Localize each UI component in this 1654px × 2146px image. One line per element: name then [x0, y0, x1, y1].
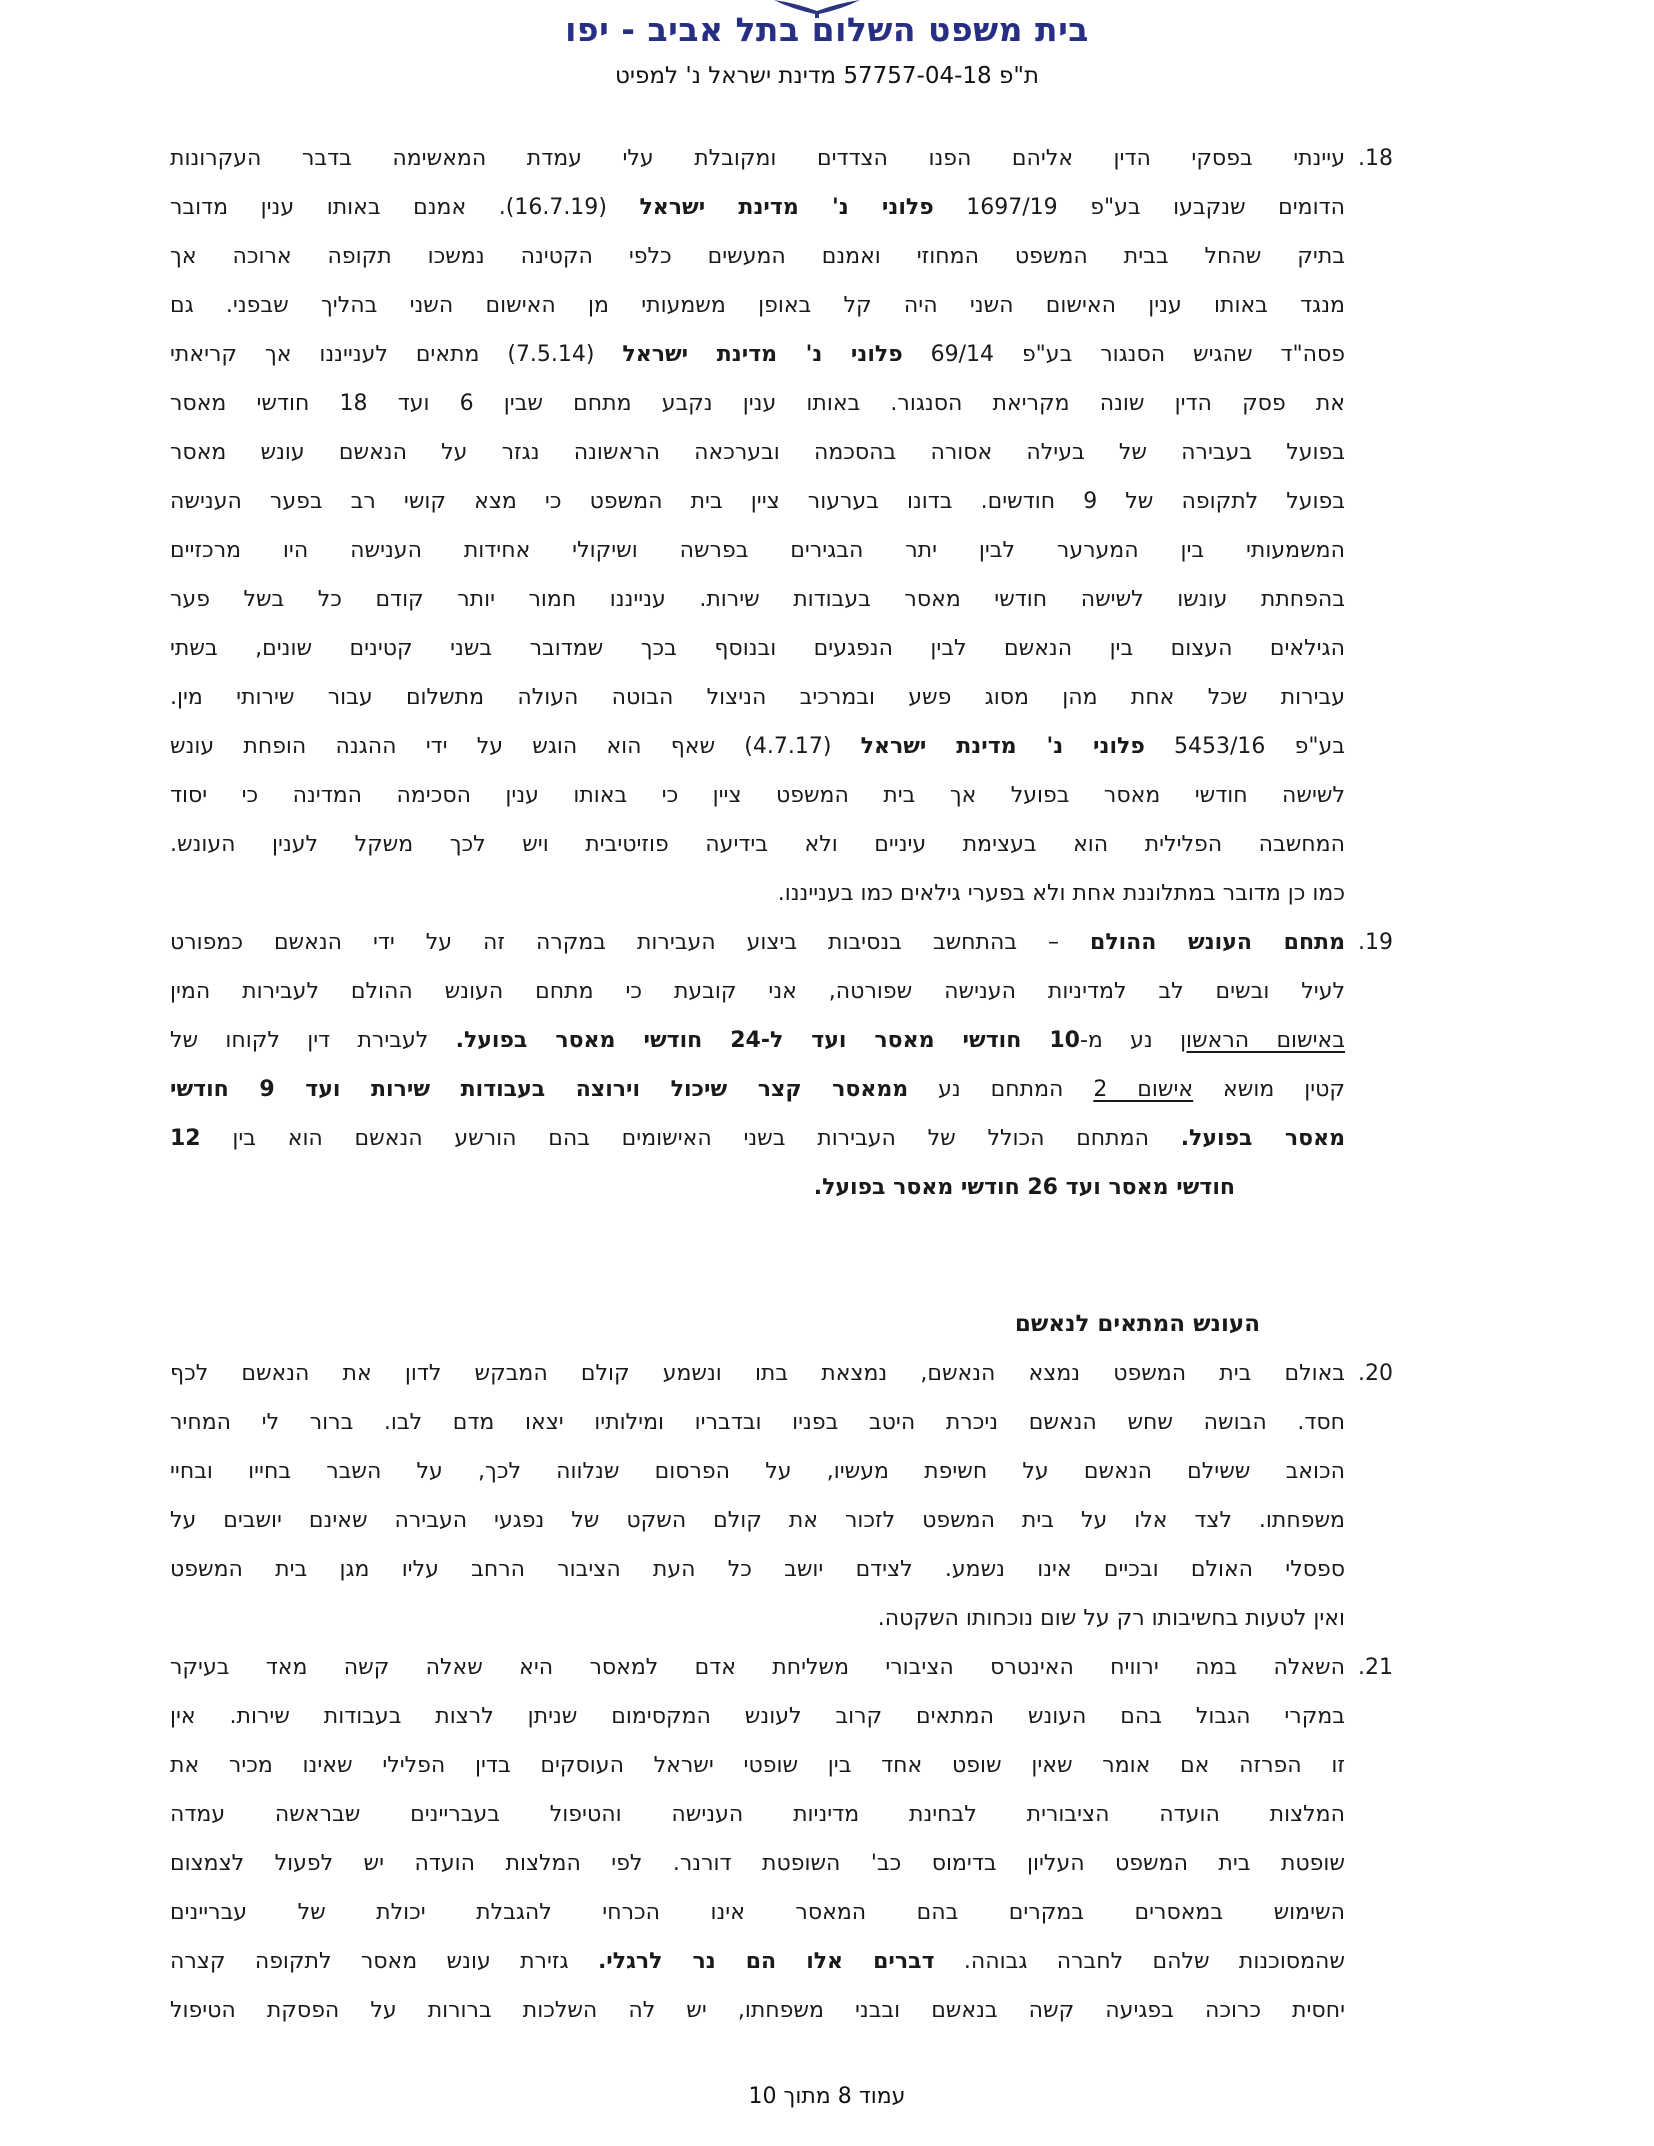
text-segment: פלוני נ' מדינת ישראל — [622, 342, 903, 367]
text-line — [170, 526, 1345, 575]
text-segment: בע"פ 5453/16 — [1144, 734, 1345, 759]
text-segment: 12 — [170, 1126, 201, 1151]
text-segment: הכואב ששילם הנאשם על חשיפת מעשיו, על הפרסום שנלווה לכך, על השבר בחייו ובחיי — [170, 1459, 1345, 1484]
text-segment: ספסלי האולם ובכיים אינו נשמע. לצידם יושב כל העת הציבור הרחב עליו מגן בית המשפט — [170, 1557, 1345, 1582]
paragraph — [170, 1643, 1393, 2035]
text-segment: בפועל לתקופה של 9 חודשים. בדונו בערעור ציין בית המשפט כי מצא קושי רב בפער הענישה — [170, 489, 1345, 514]
section-heading: העונש המתאים לנאשם — [1014, 1311, 1260, 1337]
text-line — [170, 1790, 1345, 1839]
text-segment: – בהתחשב בנסיבות ביצוע העבירות במקרה זה על ידי הנאשם כמפורט — [170, 930, 1090, 955]
text-line — [170, 1114, 1345, 1163]
text-segment: פסה"ד שהגיש הסנגור בע"פ 69/14 — [902, 342, 1345, 367]
text-segment: כמו כן מדובר במתלוננת אחת ולא בפערי גילאים כמו בענייננו. — [777, 881, 1345, 906]
text-segment: באישום הראשון — [1180, 1028, 1345, 1053]
text-line — [170, 281, 1345, 330]
court-name-title: בית משפט השלום בתל אביב - יפו — [565, 10, 1089, 49]
text-segment: עיינתי בפסקי הדין אליהם הפנו הצדדים ומקובלת עלי עמדת המאשימה בדבר העקרונות — [170, 146, 1345, 171]
text-segment: חודשי מאסר ועד 26 חודשי מאסר בפועל. — [813, 1175, 1235, 1200]
text-segment: פלוני נ' מדינת ישראל — [639, 195, 934, 220]
text-segment: באולם בית המשפט נמצא הנאשם, נמצאת בתו ונשמע קולם המבקש לדון את הנאשם לכף — [170, 1361, 1345, 1386]
text-line — [170, 918, 1345, 967]
text-line — [170, 1643, 1345, 1692]
text-line — [170, 624, 1345, 673]
text-line — [170, 477, 1345, 526]
text-segment: מאסר בפועל. — [1180, 1126, 1345, 1151]
text-line — [170, 967, 1345, 1016]
text-line — [170, 1839, 1345, 1888]
text-segment: השאלה במה ירוויח האינטרס הציבורי משליחת אדם למאסר היא שאלה קשה מאד בעיקר — [170, 1655, 1345, 1680]
text-line — [170, 1594, 1345, 1643]
text-line — [170, 1163, 1345, 1212]
text-segment: המלצות הועדה הציבורית לבחינת מדיניות הענישה והטיפול בעבריינים שבראשה עמדה — [170, 1802, 1345, 1827]
text-segment: קטין מושא — [1193, 1077, 1345, 1102]
paragraph-text — [170, 134, 1345, 918]
text-segment: דברים אלו הם נר לרגלי. — [597, 1949, 935, 1974]
text-line — [170, 1692, 1345, 1741]
text-segment: המשמעותי בין המערער לבין יתר הבגירים בפרשה ושיקולי אחידות הענישה היו מרכזיים — [170, 538, 1345, 563]
text-segment: לעבירת דין לקוחו של — [170, 1028, 456, 1053]
text-segment: פלוני נ' מדינת ישראל — [860, 734, 1145, 759]
text-line — [170, 428, 1345, 477]
page-number: עמוד 8 מתוך 10 — [748, 2084, 906, 2109]
text-segment: שהמסוכנות שלהם לחברה גבוהה. — [934, 1949, 1345, 1974]
paragraph — [170, 918, 1393, 1212]
text-line — [170, 1349, 1345, 1398]
text-segment: הגילאים העצום בין הנאשם לבין הנפגעים ובנוסף בכך שמדובר בשני קטינים שונים, בשתי — [170, 636, 1345, 661]
paragraph-text — [170, 918, 1345, 1212]
text-segment: השימוש במאסרים במקרים בהם המאסר אינו הכרחי להגבלת יכולת של עבריינים — [170, 1900, 1345, 1925]
text-segment: ממאסר קצר שיכול וירוצה בעבודות שירות ועד 9 חודשי — [170, 1077, 909, 1102]
text-line — [170, 673, 1345, 722]
text-segment: אישום 2 — [1093, 1077, 1194, 1102]
document-body — [170, 134, 1393, 2035]
text-line — [170, 820, 1345, 869]
text-segment: זו הפרזה אם אומר שאין שופט אחד בין שופטי ישראל העוסקים בדין הפלילי שאינו מכיר את — [170, 1753, 1345, 1778]
text-segment: (7.5.14) מתאים לענייננו אך קריאתי — [170, 342, 623, 367]
text-line — [170, 869, 1345, 918]
text-line — [170, 1986, 1345, 2035]
text-line — [170, 1496, 1345, 1545]
paragraph — [170, 134, 1393, 918]
paragraph-text — [170, 1349, 1345, 1643]
text-segment: עבירות שכל אחת מהן מסוג פשע ובמרכיב הניצול הבוטה העולה מתשלום עבור שירותי מין. — [170, 685, 1345, 710]
text-line — [170, 183, 1345, 232]
text-line — [170, 1065, 1345, 1114]
text-segment: נע מ- — [1079, 1028, 1181, 1053]
text-segment: לשישה חודשי מאסר בפועל אך בית המשפט ציין כי באותו ענין הסכימה המדינה כי יסוד — [170, 783, 1345, 808]
text-line — [170, 575, 1345, 624]
text-segment: בפועל בעבירה של בעילה אסורה בהסכמה ובערכאה הראשונה נגזר על הנאשם עונש מאסר — [170, 440, 1345, 465]
text-segment: מנגד באותו ענין האישום השני היה קל באופן משמעותי מן האישום השני בהליך שבפני. גם — [170, 293, 1345, 318]
text-line — [170, 1937, 1345, 1986]
text-segment: המתחם הכולל של העבירות בשני האישומים בהם הורשע הנאשם הוא בין — [200, 1126, 1181, 1151]
text-segment: במקרי הגבול בהם העונש המתאים קרוב לעונש המקסימום שניתן לרצות בעבודות שירות. אין — [170, 1704, 1345, 1729]
text-segment: ואין לטעות בחשיבותו רק על שום נוכחותו השקטה. — [877, 1606, 1345, 1631]
paragraph-text — [170, 1643, 1345, 2035]
paragraph-number: 19. — [1358, 930, 1393, 955]
text-segment: המתחם נע — [908, 1077, 1094, 1102]
text-line — [170, 1741, 1345, 1790]
text-segment: (16.7.19). אמנם באותו ענין מדובר — [170, 195, 640, 220]
text-segment: את פסק הדין שונה מקריאת הסנגור. באותו ענין נקבע מתחם שבין 6 ועד 18 חודשי מאסר — [170, 391, 1345, 416]
text-segment: יחסית כרוכה בפגיעה קשה בנאשם ובבני משפחתו, יש לה השלכות ברורות על הפסקת הטיפול — [170, 1998, 1345, 2023]
paragraph-number: 21. — [1358, 1655, 1393, 1680]
text-line — [170, 232, 1345, 281]
text-line — [170, 1545, 1345, 1594]
text-line — [170, 722, 1345, 771]
text-segment: (4.7.17) שאף הוא הוגש על ידי ההגנה הופחת עונש — [170, 734, 861, 759]
text-line — [170, 771, 1345, 820]
text-segment: בהפחתת עונשו לשישה חודשי מאסר בעבודות שירות. ענייננו חמור יותר קודם כל בשל פער — [170, 587, 1345, 612]
text-segment: משפחתו. לצד אלו על בית המשפט לזכור את קולם השקט של נפגעי העבירה שאינם יושבים על — [170, 1508, 1345, 1533]
paragraph-number: 20. — [1358, 1361, 1393, 1386]
text-segment: חסד. הבושה שחש הנאשם ניכרת היטב בפניו ובדבריו ומילותיו יצאו מדם לבו. ברור לי המחיר — [170, 1410, 1345, 1435]
text-segment: מתחם העונש ההולם — [1090, 930, 1345, 955]
text-line — [170, 134, 1345, 183]
text-segment: בתיק שהחל בבית המשפט המחוזי ואמנם המעשים כלפי הקטינה נמשכו תקופה ארוכה אך — [170, 244, 1345, 269]
text-line — [170, 1016, 1345, 1065]
text-segment: הדומים שנקבעו בע"פ 1697/19 — [933, 195, 1345, 220]
text-line — [170, 379, 1345, 428]
text-line — [170, 1447, 1345, 1496]
text-segment: לעיל ובשים לב למדיניות הענישה שפורטה, אני קובעת כי מתחם העונש ההולם לעבירות המין — [170, 979, 1345, 1004]
paragraph-number: 18. — [1358, 146, 1393, 171]
text-segment: גזירת עונש מאסר לתקופה קצרה — [170, 1949, 598, 1974]
text-line — [170, 330, 1345, 379]
text-line — [170, 1398, 1345, 1447]
text-segment: המחשבה הפלילית הוא בעצימת עיניים ולא בידיעה פוזיטיבית ויש לכך משקל לענין העונש. — [170, 832, 1345, 857]
paragraph — [170, 1349, 1393, 1643]
text-segment: 10 חודשי מאסר ועד ל-24 חודשי מאסר בפועל. — [455, 1028, 1080, 1053]
text-segment: שופטת בית המשפט העליון בדימוס כב' השופטת דורנר. לפי המלצות הועדה יש לפעול לצמצום — [170, 1851, 1345, 1876]
text-line — [170, 1888, 1345, 1937]
case-number-and-parties: ת"פ 57757-04-18 מדינת ישראל נ' למפיט — [614, 63, 1040, 89]
